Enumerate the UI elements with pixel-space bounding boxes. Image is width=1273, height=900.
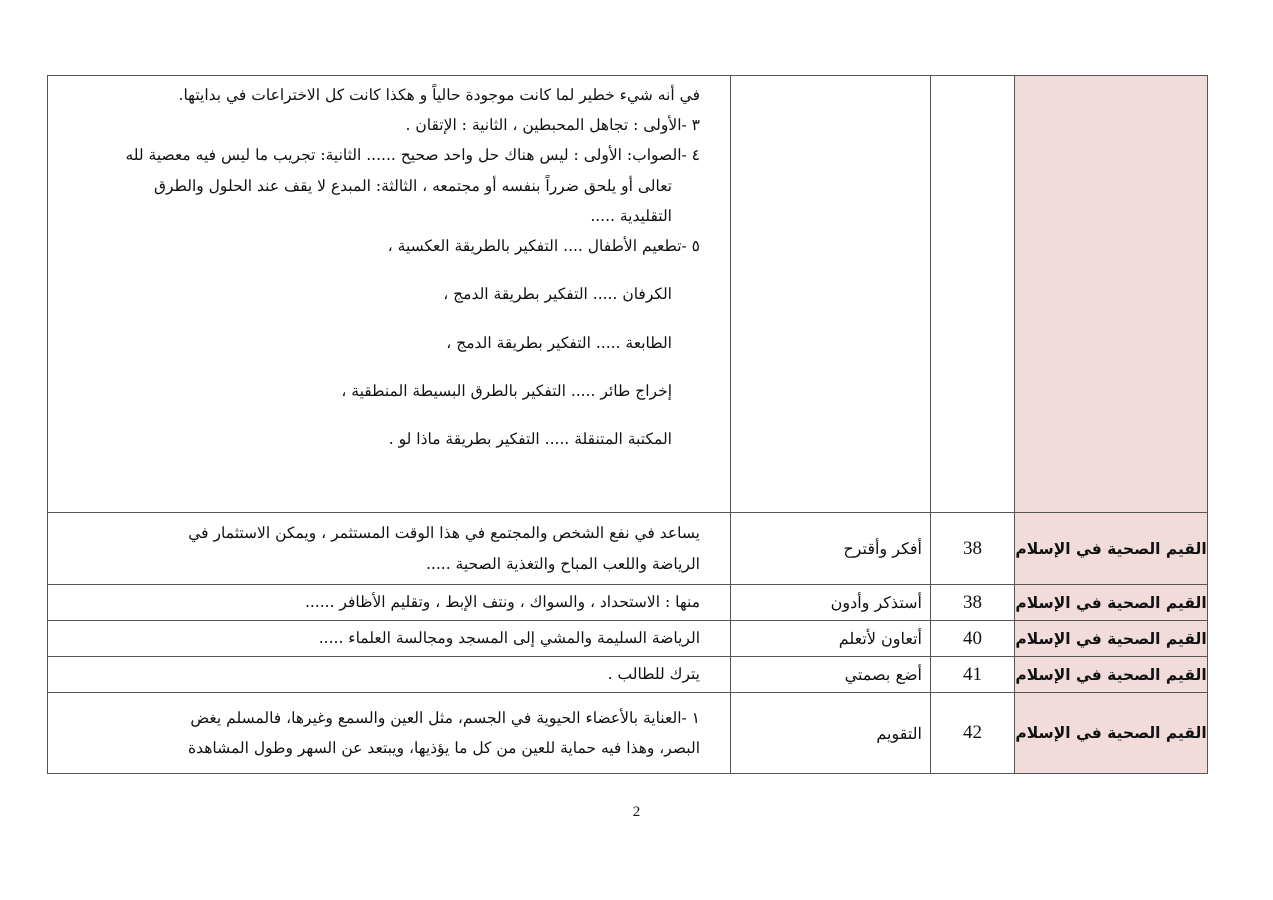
table-row: [48, 657, 1208, 693]
answer-line: إخراج طائر ..... التفكير بالطرق البسيطة المنطقية ،: [341, 381, 672, 400]
answer-line: التقليدية .....: [590, 206, 672, 225]
answer-line: المكتبة المتنقلة ..... التفكير بطريقة ماذا لو .: [388, 429, 672, 448]
activity-cell: التقويم: [731, 693, 931, 774]
table-row-continued: [48, 76, 1208, 513]
page-cell: 38: [931, 513, 1015, 585]
answer-line: يترك للطالب .: [607, 665, 700, 684]
page-number: 2: [632, 804, 641, 820]
page-cell: 38: [931, 585, 1015, 621]
page-cell: 42: [931, 693, 1015, 774]
topic-cell: القيم الصحية في الإسلام: [1015, 693, 1208, 774]
answer-cell: [48, 585, 731, 621]
lesson-answers-table: [47, 75, 1208, 774]
activity-cell: أفكر وأقترح: [731, 513, 931, 585]
topic-cell: القيم الصحية في الإسلام: [1015, 657, 1208, 693]
answer-line: ٣ -الأولى : تجاهل المحبطين ، الثانية : الإتقان .: [405, 116, 700, 135]
answer-line: الطابعة ..... التفكير بطريقة الدمج ،: [446, 333, 672, 352]
answer-line: في أنه شيء خطير لما كانت موجودة حالياً و هكذا كانت كل الاختراعات في بدايتها.: [178, 86, 700, 104]
activity-cell: [731, 76, 931, 513]
answer-cell: [48, 693, 731, 774]
answer-line: الرياضة السليمة والمشي إلى المسجد ومجالسة العلماء .....: [318, 629, 700, 648]
answer-line: يساعد في نفع الشخص والمجتمع في هذا الوقت المستثمر ، ويمكن الاستثمار في: [188, 524, 700, 543]
answer-line: البصر، وهذا فيه حماية للعين من كل ما يؤذيها، ويبتعد عن السهر وطول المشاهدة: [187, 739, 700, 757]
table-row: [48, 585, 1208, 621]
table-row: [48, 621, 1208, 657]
answer-line: ٥ -تطعيم الأطفال .... التفكير بالطريقة العكسية ،: [387, 237, 700, 256]
topic-cell: القيم الصحية في الإسلام: [1015, 513, 1208, 585]
answer-line: ٤ -الصواب: الأولى : ليس هناك حل واحد صحيح ...... الثانية: تجريب ما ليس فيه معصية لله: [125, 146, 700, 165]
answer-line: منها : الاستحداد ، والسواك ، ونتف الإبط ، وتقليم الأظافر ......: [304, 593, 700, 612]
page-cell: [931, 76, 1015, 513]
answer-cell: [48, 76, 731, 513]
answer-cell: [48, 513, 731, 585]
activity-cell: أضع بصمتي: [731, 657, 931, 693]
answer-cell: [48, 657, 731, 693]
topic-cell: القيم الصحية في الإسلام: [1015, 621, 1208, 657]
topic-cell: [1015, 76, 1208, 513]
answer-line: تعالى أو يلحق ضرراً بنفسه أو مجتمعه ، الثالثة: المبدع لا يقف عند الحلول والطرق: [153, 176, 672, 195]
answer-line: ١ -العناية بالأعضاء الحيوية في الجسم، مثل العين والسمع وغيرها، فالمسلم يغض: [190, 708, 700, 727]
activity-cell: أستذكر وأدون: [731, 585, 931, 621]
table-row: [48, 513, 1208, 585]
page-cell: 40: [931, 621, 1015, 657]
answer-cell: [48, 621, 731, 657]
answer-line: الكرفان ..... التفكير بطريقة الدمج ،: [443, 285, 672, 304]
answer-line: الرياضة واللعب المباح والتغذية الصحية .....: [426, 554, 700, 573]
activity-cell: أتعاون لأتعلم: [731, 621, 931, 657]
page-cell: 41: [931, 657, 1015, 693]
topic-cell: القيم الصحية في الإسلام: [1015, 585, 1208, 621]
table-row: [48, 693, 1208, 774]
